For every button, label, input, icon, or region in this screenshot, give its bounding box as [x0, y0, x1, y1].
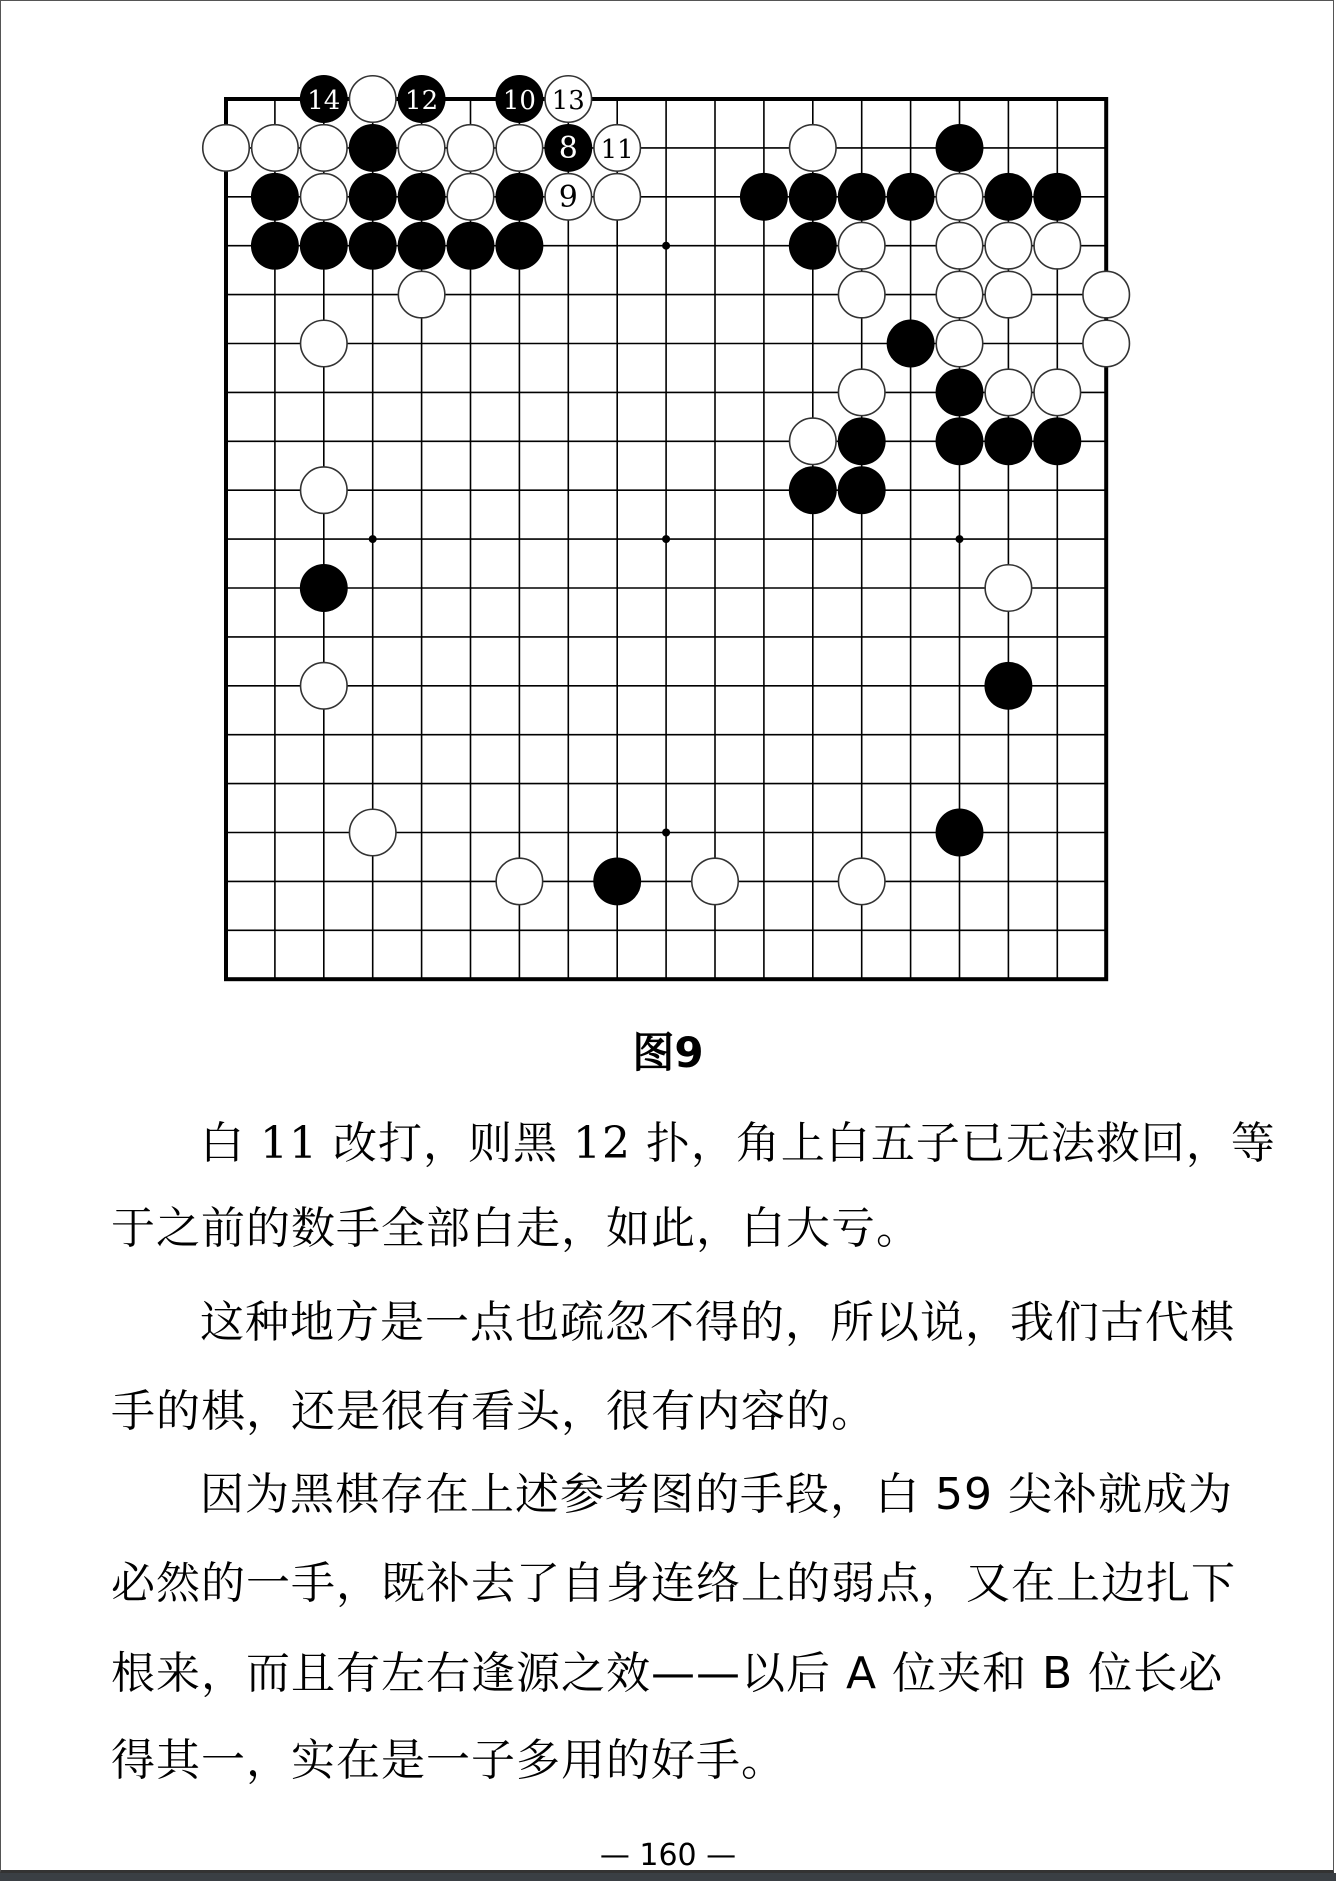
text-line: 根来，而且有左右逢源之效——以后 A 位夹和 B 位长必	[111, 1648, 1224, 1699]
text-line: 必然的一手，既补去了自身连络上的弱点，又在上边扎下	[111, 1558, 1236, 1609]
black-stone	[251, 173, 299, 221]
white-stone	[936, 320, 983, 367]
black-stone	[398, 173, 446, 221]
black-stone	[1033, 173, 1081, 221]
black-stone	[936, 368, 984, 416]
white-stone	[1034, 222, 1081, 269]
white-stone	[545, 76, 592, 123]
star-point	[662, 242, 670, 250]
white-stone	[838, 271, 885, 318]
black-stone	[789, 173, 837, 221]
viewer-bottom-bar	[0, 1873, 1336, 1881]
star-point	[662, 829, 670, 837]
black-stone	[495, 222, 543, 270]
white-stone	[838, 222, 885, 269]
white-stone	[985, 565, 1032, 612]
black-stone	[495, 173, 543, 221]
white-stone	[936, 271, 983, 318]
white-stone	[301, 125, 348, 172]
text-line: 于之前的数手全部白走，如此，白大亏。	[111, 1203, 921, 1254]
black-stone	[349, 222, 397, 270]
black-stone	[300, 222, 348, 270]
white-stone	[203, 125, 250, 172]
black-stone	[936, 124, 984, 172]
white-stone	[1034, 369, 1081, 416]
move-number: 13	[551, 86, 585, 116]
white-stone	[1083, 320, 1130, 367]
black-stone	[838, 466, 886, 514]
black-stone	[984, 173, 1032, 221]
text-line: 白 11 改打，则黑 12 扑，角上白五子已无法救回，等	[200, 1118, 1276, 1169]
text-line: 因为黑棋存在上述参考图的手段，白 59 尖补就成为	[200, 1469, 1233, 1520]
figure-caption: 图9	[632, 1028, 704, 1077]
white-stone	[790, 418, 837, 465]
white-stone	[496, 858, 543, 905]
black-stone	[984, 417, 1032, 465]
text-line: 这种地方是一点也疏忽不得的，所以说，我们古代棋	[200, 1297, 1235, 1348]
white-stone	[252, 125, 299, 172]
black-stone	[740, 173, 788, 221]
white-stone	[301, 320, 348, 367]
move-number: 11	[600, 134, 634, 165]
white-stone	[1083, 271, 1130, 318]
white-stone	[790, 125, 837, 172]
move-number: 8	[558, 130, 578, 166]
white-stone	[936, 222, 983, 269]
white-stone	[838, 858, 885, 905]
black-stone	[887, 173, 935, 221]
white-stone	[447, 125, 494, 172]
black-stone	[544, 124, 592, 172]
black-stone	[789, 466, 837, 514]
move-number: 9	[558, 179, 578, 215]
move-number: 12	[405, 86, 439, 116]
black-stone	[398, 222, 446, 270]
black-stone	[300, 564, 348, 612]
black-stone	[887, 320, 935, 368]
black-stone	[300, 75, 348, 123]
move-number: 10	[502, 86, 536, 116]
white-stone	[985, 222, 1032, 269]
star-point	[956, 535, 964, 543]
white-stone	[838, 369, 885, 416]
white-stone	[349, 76, 396, 123]
text-line: 得其一，实在是一子多用的好手。	[111, 1735, 786, 1786]
white-stone	[936, 174, 983, 221]
black-stone	[984, 662, 1032, 710]
black-stone	[251, 222, 299, 270]
white-stone	[545, 174, 592, 221]
black-stone	[936, 417, 984, 465]
white-stone	[349, 809, 396, 856]
black-stone	[349, 124, 397, 172]
page-number: — 160 —	[599, 1838, 737, 1873]
white-stone	[985, 369, 1032, 416]
white-stone	[692, 858, 739, 905]
white-stone	[496, 125, 543, 172]
white-stone	[301, 663, 348, 710]
black-stone	[447, 222, 495, 270]
black-stone	[495, 75, 543, 123]
star-point	[662, 535, 670, 543]
text-line: 手的棋，还是很有看头，很有内容的。	[111, 1386, 876, 1437]
white-stone	[447, 174, 494, 221]
black-stone	[593, 857, 641, 905]
star-point	[369, 535, 377, 543]
black-stone	[398, 75, 446, 123]
white-stone	[985, 271, 1032, 318]
black-stone	[838, 417, 886, 465]
black-stone	[838, 173, 886, 221]
move-number: 14	[307, 86, 341, 116]
white-stone	[594, 125, 641, 172]
black-stone	[1033, 417, 1081, 465]
white-stone	[301, 467, 348, 514]
black-stone	[936, 809, 984, 857]
black-stone	[789, 222, 837, 270]
black-stone	[349, 173, 397, 221]
white-stone	[398, 125, 445, 172]
white-stone	[594, 174, 641, 221]
white-stone	[301, 174, 348, 221]
white-stone	[398, 271, 445, 318]
